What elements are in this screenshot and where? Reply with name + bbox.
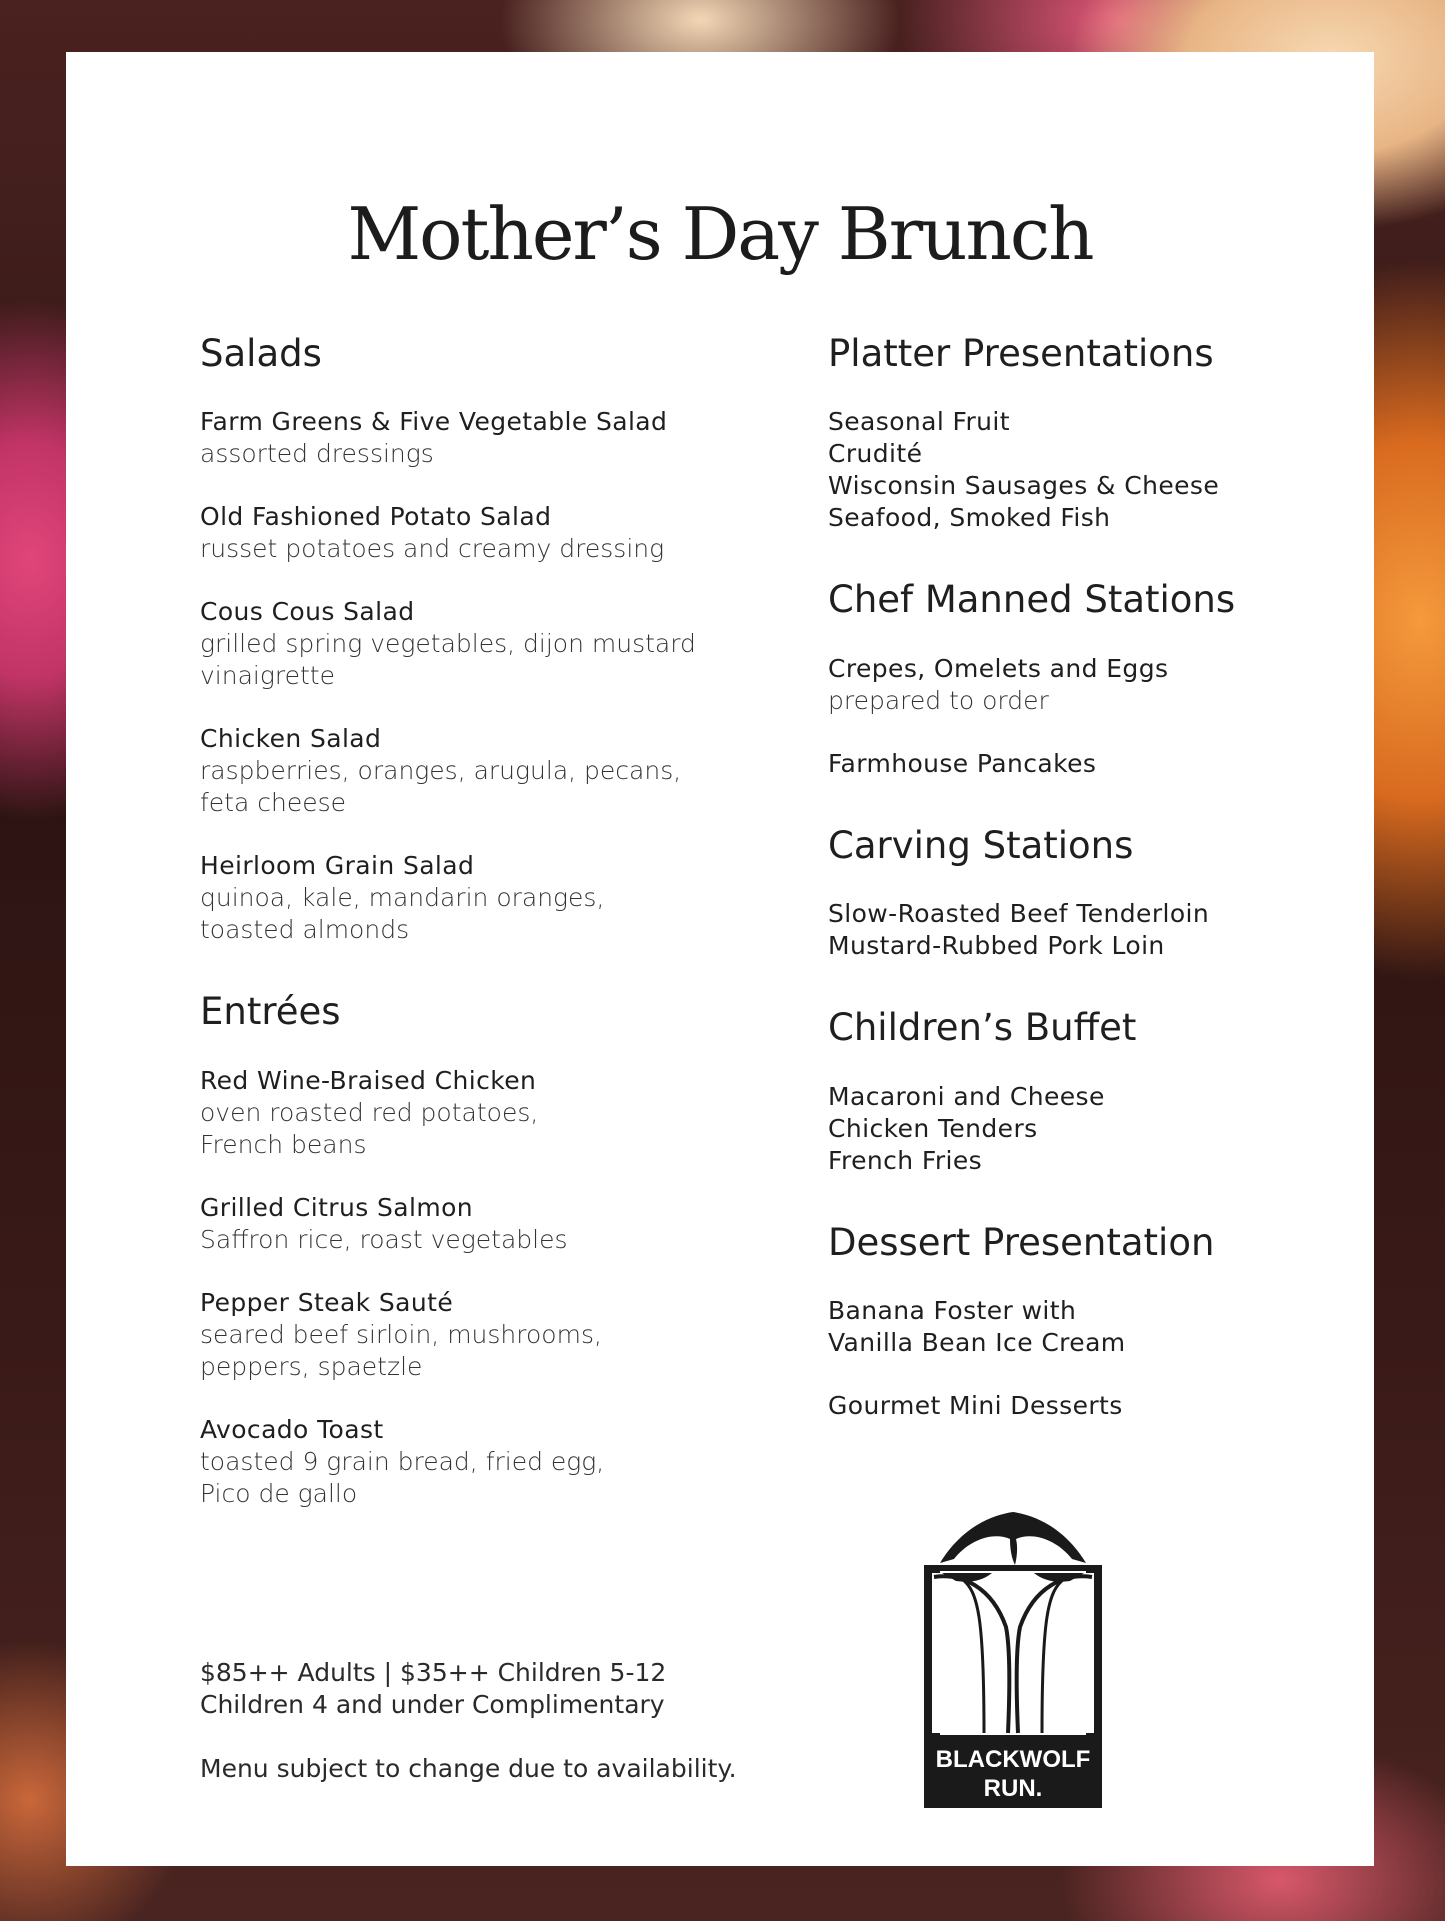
list-item: Chicken Tenders <box>828 1113 1038 1143</box>
list-item: Crudité <box>828 439 923 469</box>
item-description: Saffron rice, roast vegetables <box>200 1224 568 1254</box>
menu-item <box>828 653 1308 717</box>
right-column <box>828 332 1308 1466</box>
menu-item <box>200 723 760 819</box>
section-salads <box>200 332 760 946</box>
menu-item <box>200 1287 760 1383</box>
section-carving <box>828 824 1308 962</box>
item-description: oven roasted red potatoes, <box>200 1097 539 1127</box>
left-column <box>200 332 760 1554</box>
menu-item <box>828 748 1308 780</box>
logo-text-line1: BLACKWOLF <box>935 1746 1091 1773</box>
section-chef-stations <box>828 578 1308 779</box>
menu-item <box>200 501 760 565</box>
menu-item <box>200 850 760 946</box>
menu-item <box>200 596 760 692</box>
section-heading-dessert: Dessert Presentation <box>828 1220 1215 1264</box>
section-children <box>828 1006 1308 1176</box>
list-item: Banana Foster with <box>828 1295 1077 1325</box>
section-heading-salads: Salads <box>200 332 322 375</box>
list-item: Vanilla Bean Ice Cream <box>828 1327 1126 1357</box>
item-description: toasted 9 grain bread, fried egg, <box>200 1446 605 1476</box>
item-name: Farm Greens & Five Vegetable Salad <box>200 407 668 437</box>
item-description: raspberries, oranges, arugula, pecans, <box>200 756 682 786</box>
item-description: toasted almonds <box>200 915 410 945</box>
blackwolf-run-logo <box>922 1507 1104 1808</box>
section-platters <box>828 332 1308 534</box>
item-name: Red Wine-Braised Chicken <box>200 1065 537 1095</box>
item-name: Old Fashioned Potato Salad <box>200 502 552 532</box>
section-heading-entrees: Entrées <box>200 990 341 1034</box>
item-description: vinaigrette <box>200 661 335 691</box>
price-line: $85++ Adults | $35++ Children 5-12 <box>200 1658 667 1687</box>
item-name: Cous Cous Salad <box>200 597 415 627</box>
section-heading-chef-stations: Chef Manned Stations <box>828 578 1236 622</box>
menu-item <box>200 406 760 470</box>
item-description: quinoa, kale, mandarin oranges, <box>200 883 605 913</box>
page-title: Mother’s Day Brunch <box>347 192 1093 276</box>
section-heading-platters: Platter Presentations <box>828 332 1214 375</box>
list-item: Mustard-Rubbed Pork Loin <box>828 931 1165 961</box>
list-item: French Fries <box>828 1145 983 1175</box>
list-item: Wisconsin Sausages & Cheese <box>828 471 1220 501</box>
item-description: assorted dressings <box>200 439 434 469</box>
section-entrees <box>200 990 760 1509</box>
menu-card <box>66 52 1374 1866</box>
list-group <box>828 1390 1308 1422</box>
item-name: Heirloom Grain Salad <box>200 851 475 881</box>
item-description: peppers, spaetzle <box>200 1351 423 1381</box>
item-description: Pico de gallo <box>200 1478 358 1508</box>
list-group <box>828 1295 1308 1359</box>
section-heading-children: Children’s Buffet <box>828 1006 1137 1050</box>
logo-text-line2: RUN. <box>983 1775 1043 1802</box>
item-name: Grilled Citrus Salmon <box>200 1192 474 1222</box>
item-description: prepared to order <box>828 685 1049 715</box>
item-description: French beans <box>200 1129 367 1159</box>
item-description: grilled spring vegetables, dijon mustard <box>200 629 696 659</box>
availability-note: Menu subject to change due to availability. <box>200 1754 737 1783</box>
section-heading-carving: Carving Stations <box>828 823 1134 867</box>
list-item: Seasonal Fruit <box>828 407 1010 437</box>
item-name: Pepper Steak Sauté <box>200 1287 454 1317</box>
item-description: russet potatoes and creamy dressing <box>200 534 665 564</box>
menu-item <box>200 1414 760 1510</box>
list-item: Seafood, Smoked Fish <box>828 503 1111 533</box>
item-name: Chicken Salad <box>200 724 382 754</box>
item-name: Crepes, Omelets and Eggs <box>828 653 1169 683</box>
children-price-line: Children 4 and under Complimentary <box>200 1690 665 1719</box>
pricing-footer <box>200 1657 840 1785</box>
list-item: Slow-Roasted Beef Tenderloin <box>828 899 1210 929</box>
menu-item <box>200 1065 760 1161</box>
item-description: feta cheese <box>200 788 347 818</box>
item-name: Farmhouse Pancakes <box>828 748 1097 778</box>
menu-item <box>200 1192 760 1256</box>
section-dessert <box>828 1221 1308 1422</box>
list-item: Macaroni and Cheese <box>828 1081 1105 1111</box>
item-description: seared beef sirloin, mushrooms, <box>200 1319 602 1349</box>
list-item: Gourmet Mini Desserts <box>828 1390 1123 1420</box>
item-name: Avocado Toast <box>200 1414 384 1444</box>
